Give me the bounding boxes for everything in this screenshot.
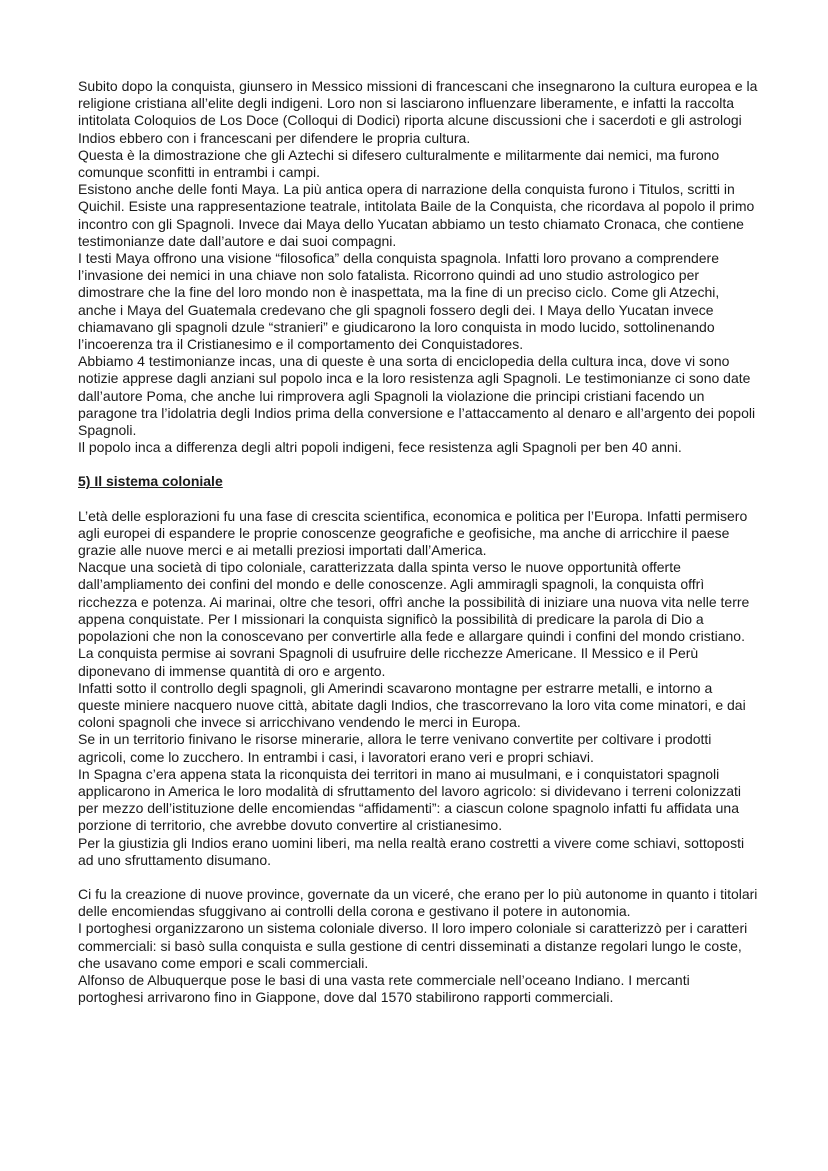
paragraph: In Spagna c’era appena stata la riconquista dei territori in mano ai musulmani, e i conquistatori spagnoli applicarono in America le loro modalità di sfruttamento del lavoro agricolo: si dividevano i terreni colonizzati per mezzo dell’istituzione delle encomiendas “affidamenti”: a ciascun colone spagnolo infatti fu affidata una porzione di territorio, che avrebbe dovuto convertire al cristianesimo. <box>78 765 742 834</box>
paragraph: Questa è la dimostrazione che gli Aztechi si difesero culturalmente e militarmente dai nemici, ma furono comunque sconfitti in entrambi i campi. <box>78 146 720 181</box>
section-intro <box>78 78 758 456</box>
paragraph: Ci fu la creazione di nuove province, governate da un viceré, che erano per lo più autonome in quanto i titolari delle encomiendas sfuggivano ai controlli della corona e gestivano il potere in autonomia. <box>78 885 758 920</box>
paragraph: I portoghesi organizzarono un sistema coloniale diverso. Il loro impero coloniale si caratterizzò per i caratteri commerciali: si basò sulla conquista e sulla gestione di centri disseminati a distanze regolari lungo le coste, che usavano come empori e scali commerciali. <box>78 920 748 971</box>
paragraph: Per la giustizia gli Indios erano uomini liberi, ma nella realtà erano costretti a vivere come schiavi, sottoposti ad uno sfruttamento disumano. <box>78 834 745 868</box>
paragraph: L’età delle esplorazioni fu una fase di crescita scientifica, economica e politica per l’Europa. Infatti permisero agli europei di espandere le proprie conoscenze geografiche e geofisiche, ma anche di arricchire il paese grazie alle nuove merci e ai metalli preziosi importati dall’America. <box>78 507 748 559</box>
paragraph: Se in un territorio finivano le risorse minerarie, allora le terre venivano convertite per coltivare i prodotti agricoli, come lo zucchero. In entrambi i casi, i lavoratori erano veri e propri schiavi. <box>78 731 712 765</box>
paragraph: Infatti sotto il controllo degli spagnoli, gli Amerindi scavarono montagne per estrarre metalli, e intorno a queste miniere nacquero nuove città, abitate dagli Indios, che trascorrevano la loro vita come minatori, e dai coloni spagnoli che invece si arricchivano vendendo le merci in Europa. <box>78 679 746 731</box>
paragraph: I testi Maya offrono una visione “filosofica” della conquista spagnola. Infatti loro provano a comprendere l’invasione dei nemici in una chiave non solo fatalista. Ricorrono quindi ad uno studio astrologico per dimostrare che la fine del loro mondo non è inaspettata, ma la fine di un preciso ciclo. Come gli Atzechi, anche i Maya del Guatemala credevano che gli spagnoli fossero degli dei. I Maya dello Yucatan invece chiamavano gli spagnoli dzule “stranieri” e giudicarono la loro conquista in modo lucido, sottolinenando l’incoerenza tra il Cristianesimo e il comportamento dei Conquistadores. <box>78 250 720 353</box>
document-page <box>78 78 758 1006</box>
paragraph: Esistono anche delle fonti Maya. La più antica opera di narrazione della conquista furono i Titulos, scritti in Quichil. Esiste una rappresentazione teatrale, intitolata Baile de la Conquista, che ricordava al popolo il primo incontro con gli Spagnoli. Invece dai Maya dello Yucatan abbiamo un testo chiamato Cronaca, che contiene testimonianze date dall’autore e dai suoi compagni. <box>78 181 755 249</box>
paragraph: Nacque una società di tipo coloniale, caratterizzata dalla spinta verso le nuove opportunità offerte dall’ampliamento dei confini del mondo e delle conoscenze. Agli ammiragli spagnoli, la conquista offrì ricchezza e potenza. Ai marinai, oltre che tesori, offrì anche la possibilità di iniziare una nuova vita nelle terre appena conquistate. Per I missionari la conquista significò la possibilità di predicare la parola di Dio a popolazioni che non la conoscevano per convertirle alla fede e allargare quindi i confini del mondo cristiano. <box>78 559 750 645</box>
section-heading: 5) Il sistema coloniale <box>78 473 223 490</box>
section-provinces <box>78 886 758 1006</box>
paragraph: Subito dopo la conquista, giunsero in Messico missioni di francescani che insegnarono la cultura europea e la religione cristiana all’elite degli indigeni. Loro non si lasciarono influenzare liberamente, e infatti la raccolta intitolata Coloquios de Los Doce (Colloqui di Dodici) riporta alcune discussioni che i sacerdoti e gli astrologi Indios ebbero con i francescani per difendere le propria cultura. <box>78 78 758 146</box>
paragraph: Alfonso de Albuquerque pose le basi di una vasta rete commerciale nell’oceano Indiano. I mercanti portoghesi arrivarono fino in Giappone, dove dal 1570 stabilirono rapporti commerciali. <box>78 971 690 1006</box>
paragraph: La conquista permise ai sovrani Spagnoli di usufruire delle ricchezze Americane. Il Messico e il Perù diponevano di immense quantità di oro e argento. <box>78 645 699 679</box>
paragraph: Il popolo inca a differenza degli altri popoli indigeni, fece resistenza agli Spagnoli per ben 40 anni. <box>78 439 682 456</box>
spacer <box>78 869 758 886</box>
spacer <box>78 456 758 473</box>
paragraph: Abbiamo 4 testimonianze incas, una di queste è una sorta di enciclopedia della cultura inca, dove vi sono notizie apprese dagli anziani sul popolo inca e la loro resistenza agli Spagnoli. Le testimonianze ci sono date dall’autore Poma, che anche lui rimprovera agli Spagnoli la violazione die principi cristiani facendo un paragone tra l’idolatria degli Indios prima della conversione e l’attaccamento al denaro e all’argento dei popoli Spagnoli. <box>78 353 756 439</box>
spacer <box>78 491 758 508</box>
section-colonial-system <box>78 508 758 869</box>
